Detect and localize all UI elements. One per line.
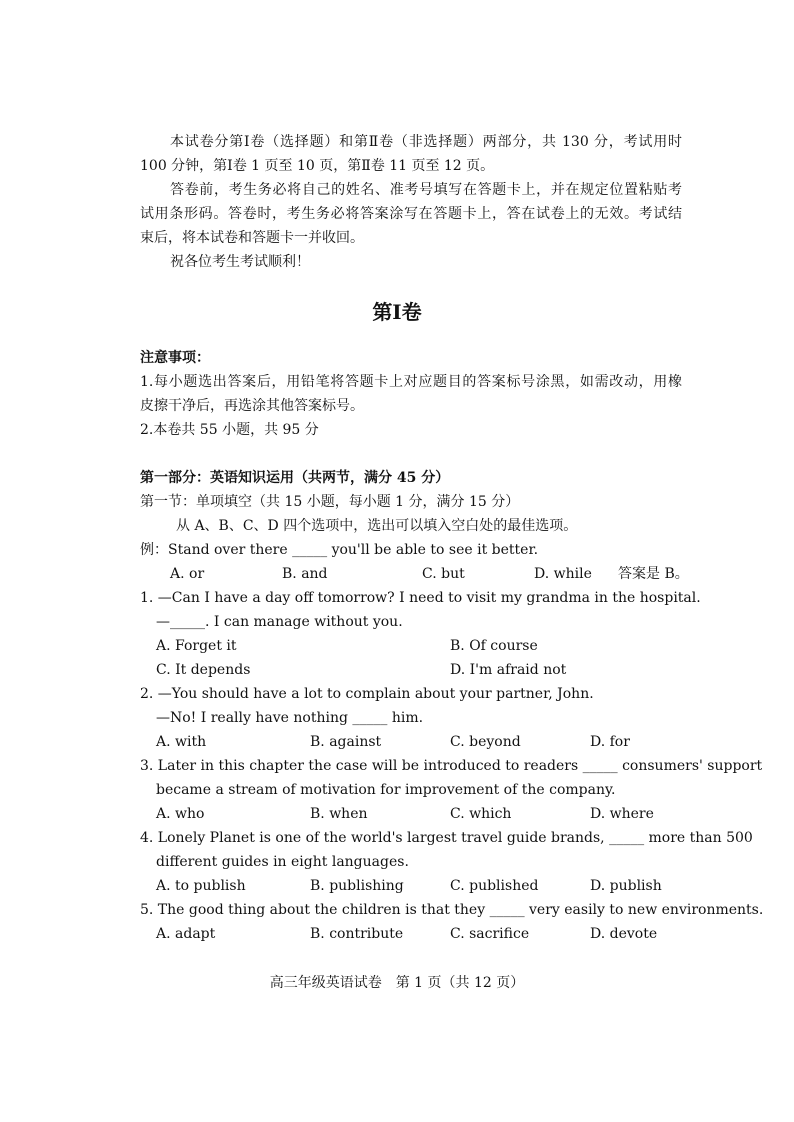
intro-paragraph-3: 祝各位考生考试顺利！ — [170, 254, 310, 270]
question-4-stem-continued: different guides in eight languages. — [156, 854, 409, 870]
example-stem: 例：Stand over there _____ you'll be able to see it better. — [140, 542, 539, 558]
question-1-option-b[interactable]: B. Of course — [450, 638, 538, 654]
section-title: 第Ⅰ卷 — [372, 300, 422, 324]
question-4-option-b[interactable]: B. publishing — [310, 878, 404, 894]
example-option-c: C. but — [422, 566, 465, 582]
part1-instruction: 从 A、B、C、D 四个选项中，选出可以填入空白处的最佳选项。 — [176, 518, 578, 534]
question-2-option-c[interactable]: C. beyond — [450, 734, 521, 750]
question-5-option-d[interactable]: D. devote — [590, 926, 658, 942]
part1-section1-heading: 第一节：单项填空（共 15 小题，每小题 1 分，满分 15 分） — [140, 494, 520, 510]
question-2-stem-continued: —No! I really have nothing _____ him. — [156, 710, 424, 726]
example-answer: 答案是 B。 — [618, 566, 689, 582]
intro-paragraph-2-line-1: 答卷前，考生务必将自己的姓名、准考号填写在答题卡上，并在规定位置粘贴考 — [170, 182, 682, 198]
question-5-stem: 5. The good thing about the children is that they _____ very easily to new environments. — [140, 902, 764, 918]
notes-item-2: 2.本卷共 55 小题，共 95 分 — [140, 422, 319, 438]
notes-heading: 注意事项： — [140, 350, 210, 366]
question-5-option-b[interactable]: B. contribute — [310, 926, 404, 942]
question-4-stem: 4. Lonely Planet is one of the world's largest travel guide brands, _____ more than 500 — [140, 830, 753, 846]
question-4-option-c[interactable]: C. published — [450, 878, 539, 894]
question-5-option-c[interactable]: C. sacrifice — [450, 926, 530, 942]
question-2-option-a[interactable]: A. with — [156, 734, 207, 750]
intro-paragraph-1-line-2: 100 分钟，第Ⅰ卷 1 页至 10 页，第Ⅱ卷 11 页至 12 页。 — [140, 158, 495, 174]
question-1-option-a[interactable]: A. Forget it — [156, 638, 237, 654]
example-option-b: B. and — [282, 566, 328, 582]
question-1-stem-continued: —_____. I can manage without you. — [156, 614, 403, 630]
intro-paragraph-1-line-1: 本试卷分第Ⅰ卷（选择题）和第Ⅱ卷（非选择题）两部分，共 130 分，考试用时 — [170, 134, 682, 150]
question-4-option-a[interactable]: A. to publish — [156, 878, 246, 894]
page-footer: 高三年级英语试卷 第 1 页（共 12 页） — [269, 975, 525, 991]
question-1-option-c[interactable]: C. It depends — [156, 662, 251, 678]
part1-heading: 第一部分：英语知识运用（共两节，满分 45 分） — [140, 470, 450, 486]
example-option-d: D. while — [534, 566, 592, 582]
notes-item-1-line-2: 皮擦干净后，再选涂其他答案标号。 — [140, 398, 364, 414]
question-5-option-a[interactable]: A. adapt — [156, 926, 216, 942]
question-2-stem: 2. —You should have a lot to complain about your partner, John. — [140, 686, 594, 702]
question-1-option-d[interactable]: D. I'm afraid not — [450, 662, 567, 678]
question-3-stem: 3. Later in this chapter the case will be introduced to readers _____ consumers' support — [140, 758, 763, 774]
question-2-option-b[interactable]: B. against — [310, 734, 382, 750]
question-3-stem-continued: became a stream of motivation for improvement of the company. — [156, 782, 616, 798]
question-3-option-c[interactable]: C. which — [450, 806, 512, 822]
question-4-option-d[interactable]: D. publish — [590, 878, 662, 894]
example-option-a: A. or — [170, 566, 205, 582]
question-2-option-d[interactable]: D. for — [590, 734, 630, 750]
question-3-option-d[interactable]: D. where — [590, 806, 654, 822]
question-3-option-a[interactable]: A. who — [156, 806, 205, 822]
intro-paragraph-2-line-2: 试用条形码。答卷时，考生务必将答案涂写在答题卡上，答在试卷上的无效。考试结 — [140, 206, 682, 222]
question-1-stem: 1. —Can I have a day off tomorrow? I need to visit my grandma in the hospital. — [140, 590, 701, 606]
question-3-option-b[interactable]: B. when — [310, 806, 368, 822]
intro-paragraph-2-line-3: 束后，将本试卷和答题卡一并收回。 — [140, 230, 364, 246]
notes-item-1-line-1: 1.每小题选出答案后，用铅笔将答题卡上对应题目的答案标号涂黑，如需改动，用橡 — [140, 374, 682, 390]
